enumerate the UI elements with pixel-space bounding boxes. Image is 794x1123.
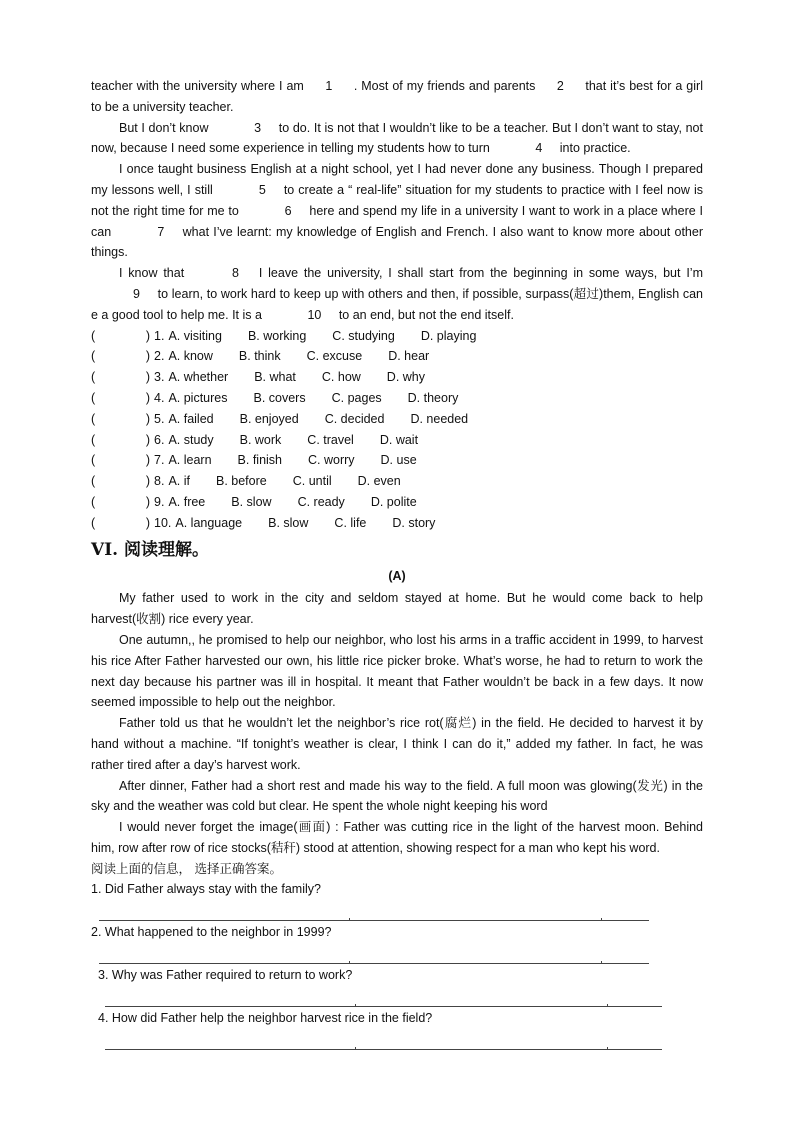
bracket-close: ) <box>145 453 150 468</box>
choice-option[interactable]: C. how <box>321 370 361 385</box>
cloze-paragraph: I know that 8 I leave the university, I shall start from the beginning in some ways, but I’m 9 to learn, to work hard to keep up with others and then, if possible, surpass(超过)them, English can e a good tool to help me. It is a 10 to an end, but not the end itself. <box>91 263 703 325</box>
blank-number: 7 <box>157 224 165 239</box>
answer-line[interactable] <box>105 986 662 1007</box>
blank-number: 1 <box>325 79 333 93</box>
line-tick <box>349 918 350 921</box>
choice-option[interactable]: A. whether <box>168 370 229 385</box>
choice-option[interactable]: B. work <box>239 432 282 447</box>
choice-option[interactable]: B. before <box>215 474 267 489</box>
bracket-open: ( <box>91 432 96 447</box>
option-row <box>91 430 703 451</box>
choice-option[interactable]: A. know <box>168 349 213 364</box>
choice-option[interactable]: B. enjoyed <box>239 411 299 426</box>
answer-bracket[interactable] <box>91 450 154 471</box>
bracket-close: ) <box>145 349 150 364</box>
choice-option[interactable]: C. studying <box>332 328 395 343</box>
option-row <box>91 367 703 388</box>
choice-option[interactable]: A. free <box>168 494 206 509</box>
line-tick <box>349 961 350 964</box>
bracket-open: ( <box>91 453 96 468</box>
question-number: 1. <box>154 328 165 343</box>
blank-number: 2 <box>556 79 564 93</box>
section-title: VI. 阅读理解。 <box>91 539 209 560</box>
option-row <box>91 346 703 367</box>
blank-number: 8 <box>232 266 239 281</box>
bracket-close: ) <box>145 494 150 509</box>
instruction: 阅读上面的信息， 选择正确答案。 <box>91 861 282 876</box>
bracket-close: ) <box>145 390 150 405</box>
choice-option[interactable]: D. use <box>380 453 417 468</box>
bracket-open: ( <box>91 390 96 405</box>
option-row <box>91 326 703 347</box>
passage-label: (A) <box>388 568 406 583</box>
question: 2. What happened to the neighbor in 1999? <box>91 925 332 940</box>
cloze-paragraph: I once taught business English at a night school, yet I had never done any business. Though I prepared my lessons well, I still 5 to create a “ real-life” situation for my students to practice with I feel now is not the right time for me to 6 here and spend my life in a university I want to work in a place where I can 7 what I’ve learnt: my knowledge of English and French. I also want to know more about other things. <box>91 162 703 260</box>
question-number: 5. <box>154 411 165 426</box>
bracket-open: ( <box>91 411 96 426</box>
choice-option[interactable]: B. what <box>254 370 296 385</box>
choice-option[interactable]: C. life <box>334 515 367 530</box>
choice-option[interactable]: B. slow <box>231 494 272 509</box>
bracket-close: ) <box>145 432 150 447</box>
choice-option[interactable]: D. playing <box>420 328 477 343</box>
bracket-close: ) <box>145 328 150 343</box>
question: 1. Did Father always stay with the family? <box>91 882 321 897</box>
choice-option[interactable]: D. even <box>357 474 401 489</box>
choice-option[interactable]: A. failed <box>168 411 214 426</box>
answer-bracket[interactable] <box>91 492 154 513</box>
question-number: 3. <box>154 370 165 385</box>
cloze-options-list <box>91 326 703 534</box>
answer-bracket[interactable] <box>91 409 154 430</box>
line-tick <box>601 918 602 921</box>
answer-line[interactable] <box>105 1029 662 1050</box>
bracket-close: ) <box>145 411 150 426</box>
blank-number: 4 <box>535 141 543 156</box>
bracket-open: ( <box>91 515 96 530</box>
option-row <box>91 513 703 534</box>
choice-option[interactable]: C. until <box>292 474 332 489</box>
choice-option[interactable]: D. theory <box>407 390 459 405</box>
choice-option[interactable]: D. story <box>392 515 436 530</box>
choice-option[interactable]: D. why <box>386 370 425 385</box>
option-row <box>91 471 703 492</box>
choice-option[interactable]: B. covers <box>253 390 306 405</box>
reading-paragraph: I would never forget the image(画面) : Father was cutting rice in the light of the harvest moon. Behind him, row after row of rice stocks(秸秆) stood at attention, showing respect for a man who kept his word. <box>91 820 703 855</box>
answer-bracket[interactable] <box>91 513 154 534</box>
option-row <box>91 388 703 409</box>
bracket-close: ) <box>145 474 150 489</box>
reading-paragraph: One autumn,, he promised to help our neighbor, who lost his arms in a traffic accident in 1999, to harvest his rice After Father harvested our own, his little rice picker broke. What’s worse, he had to return to work the next day because his partner was ill in hospital. It meant that Father wouldn’t be back in a few days. It now seemed impossible to help out the neighbor. <box>91 632 703 710</box>
option-row <box>91 409 703 430</box>
choice-option[interactable]: B. think <box>238 349 281 364</box>
line-tick <box>607 1047 608 1050</box>
choice-option[interactable]: D. hear <box>388 349 430 364</box>
question-number: 9. <box>154 494 165 509</box>
blank-number: 6 <box>284 203 292 218</box>
answer-bracket[interactable] <box>91 346 154 367</box>
choice-option[interactable]: A. pictures <box>168 390 228 405</box>
option-row <box>91 450 703 471</box>
choice-option[interactable]: B. working <box>247 328 307 343</box>
blank-number: 10 <box>307 307 322 322</box>
bracket-open: ( <box>91 370 96 385</box>
reading-paragraph: After dinner, Father had a short rest and made his way to the field. A full moon was glowing(发光) in the sky and the weather was cold but clear. He spent the whole night keeping his word <box>91 778 703 814</box>
choice-option[interactable]: C. worry <box>308 453 355 468</box>
worksheet-page <box>91 76 703 1050</box>
question-number: 10. <box>154 515 172 530</box>
blank-number: 3 <box>254 120 262 135</box>
question: 3. Why was Father required to return to work? <box>98 968 353 983</box>
choice-option[interactable]: B. slow <box>268 515 309 530</box>
answer-bracket[interactable] <box>91 326 154 347</box>
answer-line[interactable] <box>99 943 649 964</box>
question-number: 2. <box>154 349 165 364</box>
answer-bracket[interactable] <box>91 388 154 409</box>
cloze-paragraph: But I don’t know 3 to do. It is not that I wouldn’t like to be a teacher. But I don’t want to stay, not now, because I need some experience in telling my students how to turn 4 into practice. <box>91 118 703 160</box>
question: 4. How did Father help the neighbor harvest rice in the field? <box>98 1010 433 1025</box>
option-row <box>91 492 703 513</box>
choice-option[interactable]: D. needed <box>410 411 469 426</box>
bracket-open: ( <box>91 349 96 364</box>
bracket-open: ( <box>91 328 96 343</box>
choice-option[interactable]: C. travel <box>307 432 354 447</box>
answer-bracket[interactable] <box>91 471 154 492</box>
bracket-open: ( <box>91 474 96 489</box>
line-tick <box>601 961 602 964</box>
choice-option[interactable]: D. polite <box>370 494 417 509</box>
bracket-close: ) <box>145 370 150 385</box>
choice-option[interactable]: D. wait <box>379 432 419 447</box>
choice-option[interactable]: A. language <box>175 515 243 530</box>
choice-option[interactable]: A. if <box>168 474 190 489</box>
blank-number: 5 <box>258 182 266 197</box>
choice-option[interactable]: C. decided <box>324 411 385 426</box>
cloze-passage <box>91 76 703 326</box>
answer-line[interactable] <box>99 900 649 921</box>
bracket-open: ( <box>91 494 96 509</box>
line-tick <box>355 1047 356 1050</box>
question-number: 6. <box>154 432 165 447</box>
choice-option[interactable]: C. pages <box>331 390 382 405</box>
reading-paragraph: Father told us that he wouldn’t let the neighbor’s rice rot(腐烂) in the field. He decided to harvest it by hand without a machine. “If tonight’s weather is clear, I think I can do it,” added my father. In fact, he was rather tired after a day’s harvest work. <box>91 716 703 772</box>
bracket-close: ) <box>145 515 150 530</box>
answer-bracket[interactable] <box>91 367 154 388</box>
cloze-paragraph: teacher with the university where I am 1 . Most of my friends and parents 2 that it’s best for a girl to be a university teacher. <box>91 76 703 118</box>
choice-option[interactable]: C. excuse <box>306 349 363 364</box>
blank-number: 9 <box>133 286 140 301</box>
choice-option[interactable]: A. visiting <box>168 328 222 343</box>
question-number: 8. <box>154 474 165 489</box>
question-number: 4. <box>154 390 165 405</box>
line-tick <box>607 1004 608 1007</box>
choice-option[interactable]: B. finish <box>237 453 282 468</box>
choice-option[interactable]: A. study <box>168 432 214 447</box>
reading-paragraph: My father used to work in the city and seldom stayed at home. But he would come back to help harvest(收割) rice every year. <box>91 591 703 627</box>
line-tick <box>355 1004 356 1007</box>
choice-option[interactable]: A. learn <box>168 453 212 468</box>
answer-bracket[interactable] <box>91 430 154 451</box>
choice-option[interactable]: C. ready <box>297 494 345 509</box>
question-number: 7. <box>154 453 165 468</box>
